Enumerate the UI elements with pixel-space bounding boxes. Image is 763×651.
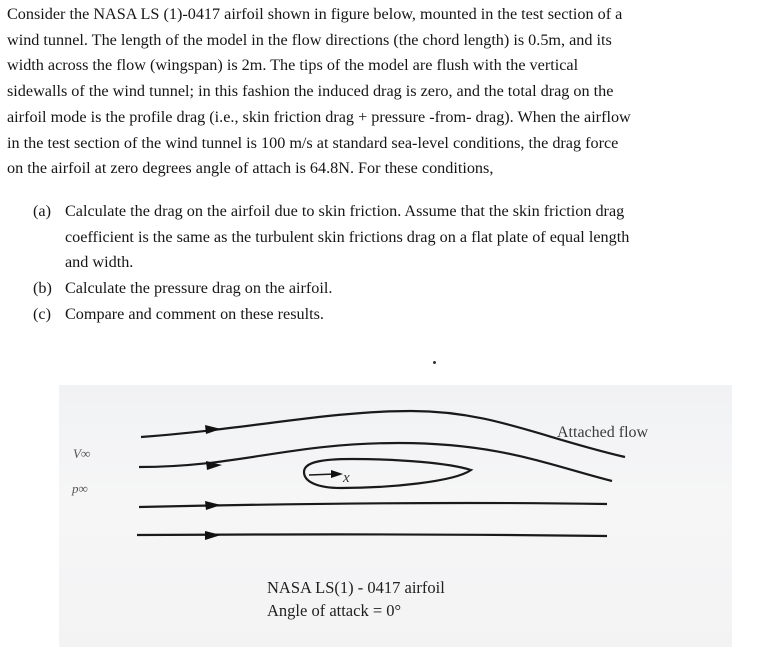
- intro-line-6: in the test section of the wind tunnel is 100 m/s at standard sea-level conditions, the drag force: [7, 133, 619, 152]
- intro-line-2: wind tunnel. The length of the model in the flow directions (the chord length) is 0.5m, and its: [7, 30, 612, 49]
- part-b-letter: (b): [33, 279, 52, 298]
- part-a-line-1: Calculate the drag on the airfoil due to skin friction. Assume that the skin friction drag: [65, 202, 625, 220]
- question-part-a: [33, 199, 753, 276]
- airfoil-figure: [59, 385, 732, 647]
- caption-angle-of-attack: Angle of attack = 0°: [267, 601, 402, 620]
- intro-line-4: sidewalls of the wind tunnel; in this fashion the induced drag is zero, and the total drag on the: [7, 82, 614, 101]
- chord-axis-arrowhead: [331, 470, 343, 478]
- intro-line-7: on the airfoil at zero degrees angle of attach is 64.8N. For these conditions,: [7, 159, 494, 178]
- intro-line-5: airfoil mode is the profile drag (i.e., skin friction drag + pressure -from- drag). When the airflow: [7, 107, 631, 126]
- question-part-c: [33, 302, 753, 328]
- part-c-letter: (c): [33, 304, 51, 323]
- caption-airfoil-name: NASA LS(1) - 0417 airfoil: [267, 578, 445, 597]
- streamline-lower-arrow: [205, 501, 221, 510]
- streamline-top-arrow: [205, 425, 221, 434]
- chord-axis-label: x: [343, 470, 350, 486]
- part-a-line-3: and width.: [65, 253, 134, 272]
- intro-line-3: width across the flow (wingspan) is 2m. The tips of the model are flush with the vertical: [7, 56, 579, 75]
- question-part-b: [33, 276, 753, 302]
- freestream-pressure-label: p∞: [72, 481, 88, 496]
- freestream-velocity-label: V∞: [73, 446, 91, 461]
- intro-line-1: Consider the NASA LS (1)-0417 airfoil shown in figure below, mounted in the test section of a: [7, 5, 623, 23]
- stray-dot: [433, 361, 436, 364]
- streamline-top: [141, 411, 625, 457]
- part-c-line-1: Compare and comment on these results.: [65, 304, 324, 323]
- attached-flow-label: Attached flow: [557, 424, 649, 441]
- part-a-line-2: coefficient is the same as the turbulent skin frictions drag on a flat plate of equal length: [65, 227, 630, 246]
- part-b-line-1: Calculate the pressure drag on the airfoil.: [65, 279, 333, 298]
- problem-statement: [7, 2, 763, 182]
- figure-caption: [267, 576, 445, 622]
- question-parts-list: [33, 199, 753, 328]
- streamline-bottom-arrow: [205, 531, 221, 540]
- part-a-letter: (a): [33, 202, 51, 220]
